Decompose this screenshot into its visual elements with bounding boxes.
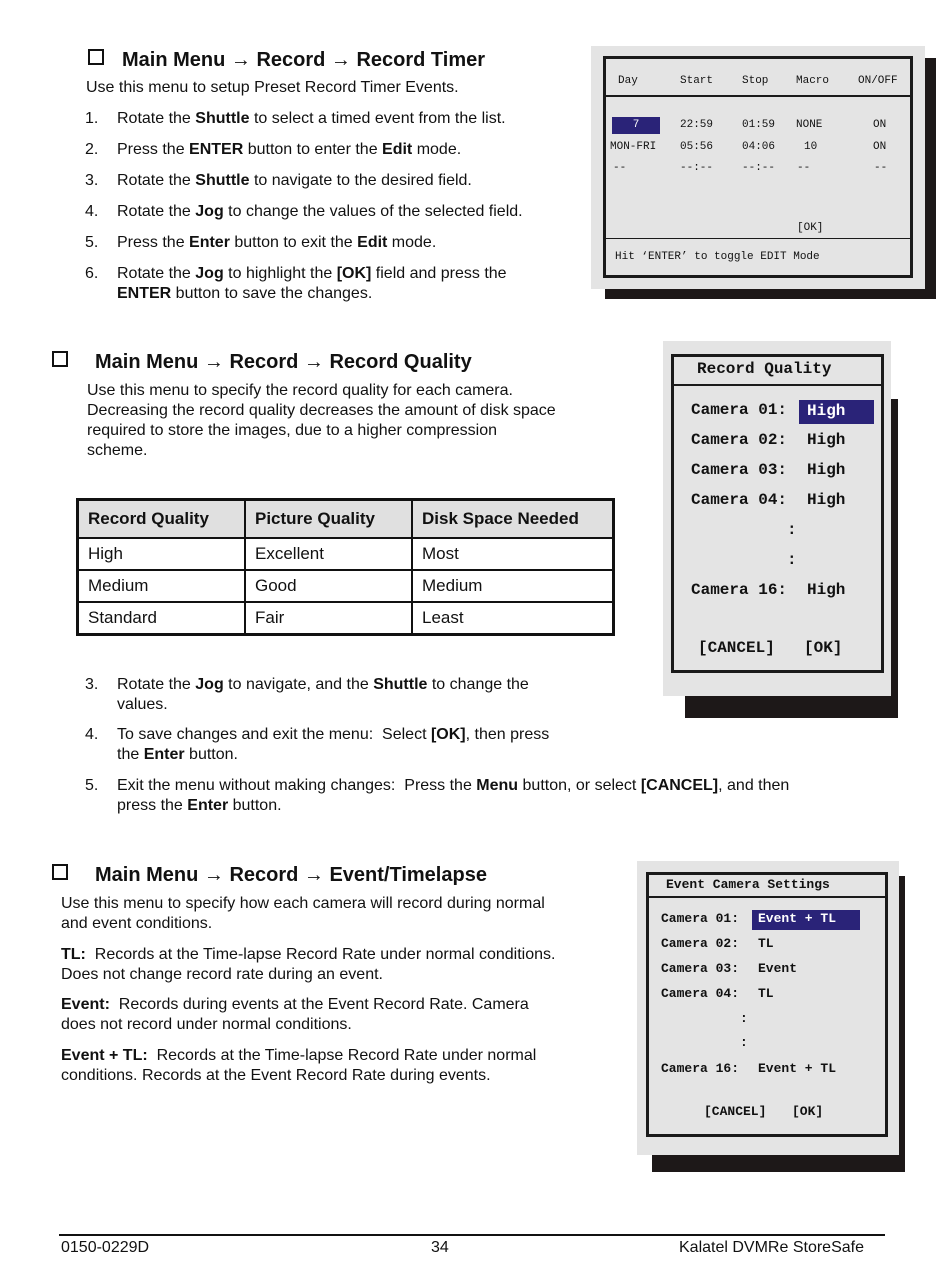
table-cell: Good <box>245 570 412 602</box>
timer-row-cell: 01:59 <box>742 119 776 131</box>
camera-label: Camera 02: <box>661 936 740 951</box>
table-row <box>78 538 614 570</box>
step-number: 6. <box>85 265 99 282</box>
intro-line: required to store the images, due to a higher compression <box>87 422 498 439</box>
timer-row-cell: 10 <box>804 141 818 153</box>
record-quality-table <box>76 498 615 636</box>
camera-quality-value[interactable]: High <box>807 491 846 509</box>
intro-line: Use this menu to specify how each camera will record during normal <box>61 895 545 912</box>
table-cell: Fair <box>245 602 412 635</box>
ellipsis: : <box>740 1035 748 1050</box>
step-number: 3. <box>85 676 99 693</box>
camera-quality-value[interactable]: High <box>799 400 874 424</box>
step-text: Exit the menu without making changes: Press the Menu button, or select [CANCEL], and then press the Enter button. <box>117 777 790 814</box>
checkbox-bullet-icon <box>52 864 68 880</box>
column-header: Start <box>680 75 714 87</box>
definition-text: Records at the Time-lapse Record Rate under normal conditions. <box>85 946 556 963</box>
footer-product-name: Kalatel DVMRe StoreSafe <box>679 1239 864 1256</box>
definition-term: Event + TL: <box>61 1047 148 1064</box>
step-text: To save changes and exit the menu: Select [OK], then press the Enter button. <box>117 726 550 763</box>
footer-doc-number: 0150-0229D <box>61 1239 150 1256</box>
camera-quality-value[interactable]: High <box>807 461 846 479</box>
column-header: Macro <box>796 75 830 87</box>
camera-label: Camera 04: <box>661 986 740 1001</box>
camera-mode-value[interactable]: TL <box>758 936 774 951</box>
column-header: Stop <box>742 75 769 87</box>
step-text: Press the ENTER button to enter the Edit mode. <box>117 141 462 158</box>
intro-line: Use this menu to specify the record quality for each camera. <box>87 382 513 399</box>
intro-line: scheme. <box>87 442 148 459</box>
ellipsis: : <box>740 1011 748 1026</box>
camera-quality-value[interactable]: High <box>807 581 846 599</box>
record-timer-intro: Use this menu to setup Preset Record Timer Events. <box>86 79 459 96</box>
step-number: 3. <box>85 172 99 189</box>
table-cell: Least <box>412 602 614 635</box>
record-timer-header-divider <box>606 95 910 97</box>
step-text: Rotate the Jog to highlight the [OK] field and press the ENTER button to save the changes. <box>117 265 507 302</box>
timer-row-cell: --:-- <box>742 162 776 174</box>
definition-text: Records during events at the Event Record Rate. Camera <box>109 996 529 1013</box>
table-header-row <box>78 500 614 539</box>
ok-button[interactable]: [OK] <box>792 1104 824 1119</box>
timer-row-cell: -- <box>874 162 888 174</box>
definition-text: does not record under normal conditions. <box>61 1016 352 1033</box>
record-quality-screen-title: Record Quality <box>697 360 832 378</box>
cancel-button[interactable]: [CANCEL] <box>704 1104 767 1119</box>
step-number: 5. <box>85 234 99 251</box>
camera-label: Camera 02: <box>691 431 788 449</box>
definition-text: Does not change record rate during an event. <box>61 966 383 983</box>
intro-line: Decreasing the record quality decreases the amount of disk space <box>87 402 556 419</box>
ok-button[interactable]: [OK] <box>804 639 843 657</box>
timer-row-day: MON-FRI <box>610 141 657 153</box>
timer-row-cell: 05:56 <box>680 141 714 153</box>
checkbox-bullet-icon <box>88 49 104 65</box>
table-cell: Medium <box>78 570 246 602</box>
step-text: Rotate the Shuttle to navigate to the desired field. <box>117 172 472 189</box>
camera-mode-value[interactable]: Event <box>758 961 798 976</box>
definition-item <box>61 995 529 1035</box>
camera-label: Camera 04: <box>691 491 788 509</box>
definition-term: Event: <box>61 996 110 1013</box>
timer-row-cell: 04:06 <box>742 141 776 153</box>
camera-quality-value[interactable]: High <box>807 431 846 449</box>
step-number: 2. <box>85 141 99 158</box>
definition-item <box>61 1046 536 1086</box>
event-camera-title-divider <box>649 896 885 898</box>
timer-row-cell: ON <box>873 119 887 131</box>
section-title-record-quality: Main Menu → Record → Record Quality <box>52 351 472 374</box>
table-cell: Standard <box>78 602 246 635</box>
intro-line: and event conditions. <box>61 915 213 932</box>
timer-row-cell: --:-- <box>680 162 714 174</box>
timer-row-cell: ON <box>873 141 887 153</box>
table-cell: Excellent <box>245 538 412 570</box>
step-number: 4. <box>85 726 99 743</box>
camera-mode-value[interactable]: TL <box>758 986 774 1001</box>
table-row <box>78 602 614 635</box>
ellipsis: : <box>787 551 797 569</box>
table-header-cell: Picture Quality <box>245 500 412 539</box>
checkbox-bullet-icon <box>52 351 68 367</box>
step-text: Rotate the Jog to navigate, and the Shuttle to change the values. <box>117 676 529 713</box>
event-screen-title: Event Camera Settings <box>666 877 830 892</box>
step-text: Press the Enter button to exit the Edit mode. <box>117 234 437 251</box>
table-cell: Medium <box>412 570 614 602</box>
timer-row-cell: NONE <box>796 119 823 131</box>
step-number: 5. <box>85 777 99 794</box>
definition-text: Records at the Time-lapse Record Rate under normal <box>147 1047 537 1064</box>
step-text: Rotate the Jog to change the values of the selected field. <box>117 203 523 220</box>
table-row <box>78 570 614 602</box>
record-quality-title-divider <box>674 384 881 386</box>
footer-page-number: 34 <box>431 1239 449 1256</box>
ellipsis: : <box>787 521 797 539</box>
timer-row-cell: -- <box>797 162 811 174</box>
table-cell: High <box>78 538 246 570</box>
section-title-event-timelapse: Main Menu → Record → Event/Timelapse <box>52 864 487 887</box>
definition-text: conditions. Records at the Event Record Rate during events. <box>61 1067 491 1084</box>
camera-mode-value[interactable]: Event + TL <box>758 1061 837 1076</box>
timer-row-day: -- <box>613 162 627 174</box>
camera-label: Camera 01: <box>661 911 740 926</box>
step-number: 1. <box>85 110 99 127</box>
camera-label: Camera 03: <box>661 961 740 976</box>
definition-term: TL: <box>61 946 86 963</box>
timer-row-day: 7 <box>612 117 660 134</box>
timer-row-cell: 22:59 <box>680 119 714 131</box>
table-cell: Most <box>412 538 614 570</box>
section-title-record-timer: Main Menu → Record → Record Timer <box>88 49 485 72</box>
step-number: 4. <box>85 203 99 220</box>
camera-mode-value[interactable]: Event + TL <box>752 910 860 930</box>
cancel-button[interactable]: [CANCEL] <box>698 639 775 657</box>
table-header-cell: Record Quality <box>78 500 246 539</box>
table-header-cell: Disk Space Needed <box>412 500 614 539</box>
column-header: ON/OFF <box>858 75 898 87</box>
step-text: Rotate the Shuttle to select a timed event from the list. <box>117 110 506 127</box>
column-header: Day <box>618 75 638 87</box>
timer-hint-text: Hit ‘ENTER’ to toggle EDIT Mode <box>615 251 820 263</box>
camera-label: Camera 03: <box>691 461 788 479</box>
camera-label: Camera 16: <box>691 581 788 599</box>
footer-rule <box>59 1234 885 1236</box>
timer-ok-button[interactable]: [OK] <box>797 222 824 234</box>
record-timer-footer-divider <box>606 238 910 239</box>
definition-item <box>61 945 555 985</box>
camera-label: Camera 16: <box>661 1061 740 1076</box>
camera-label: Camera 01: <box>691 401 788 419</box>
